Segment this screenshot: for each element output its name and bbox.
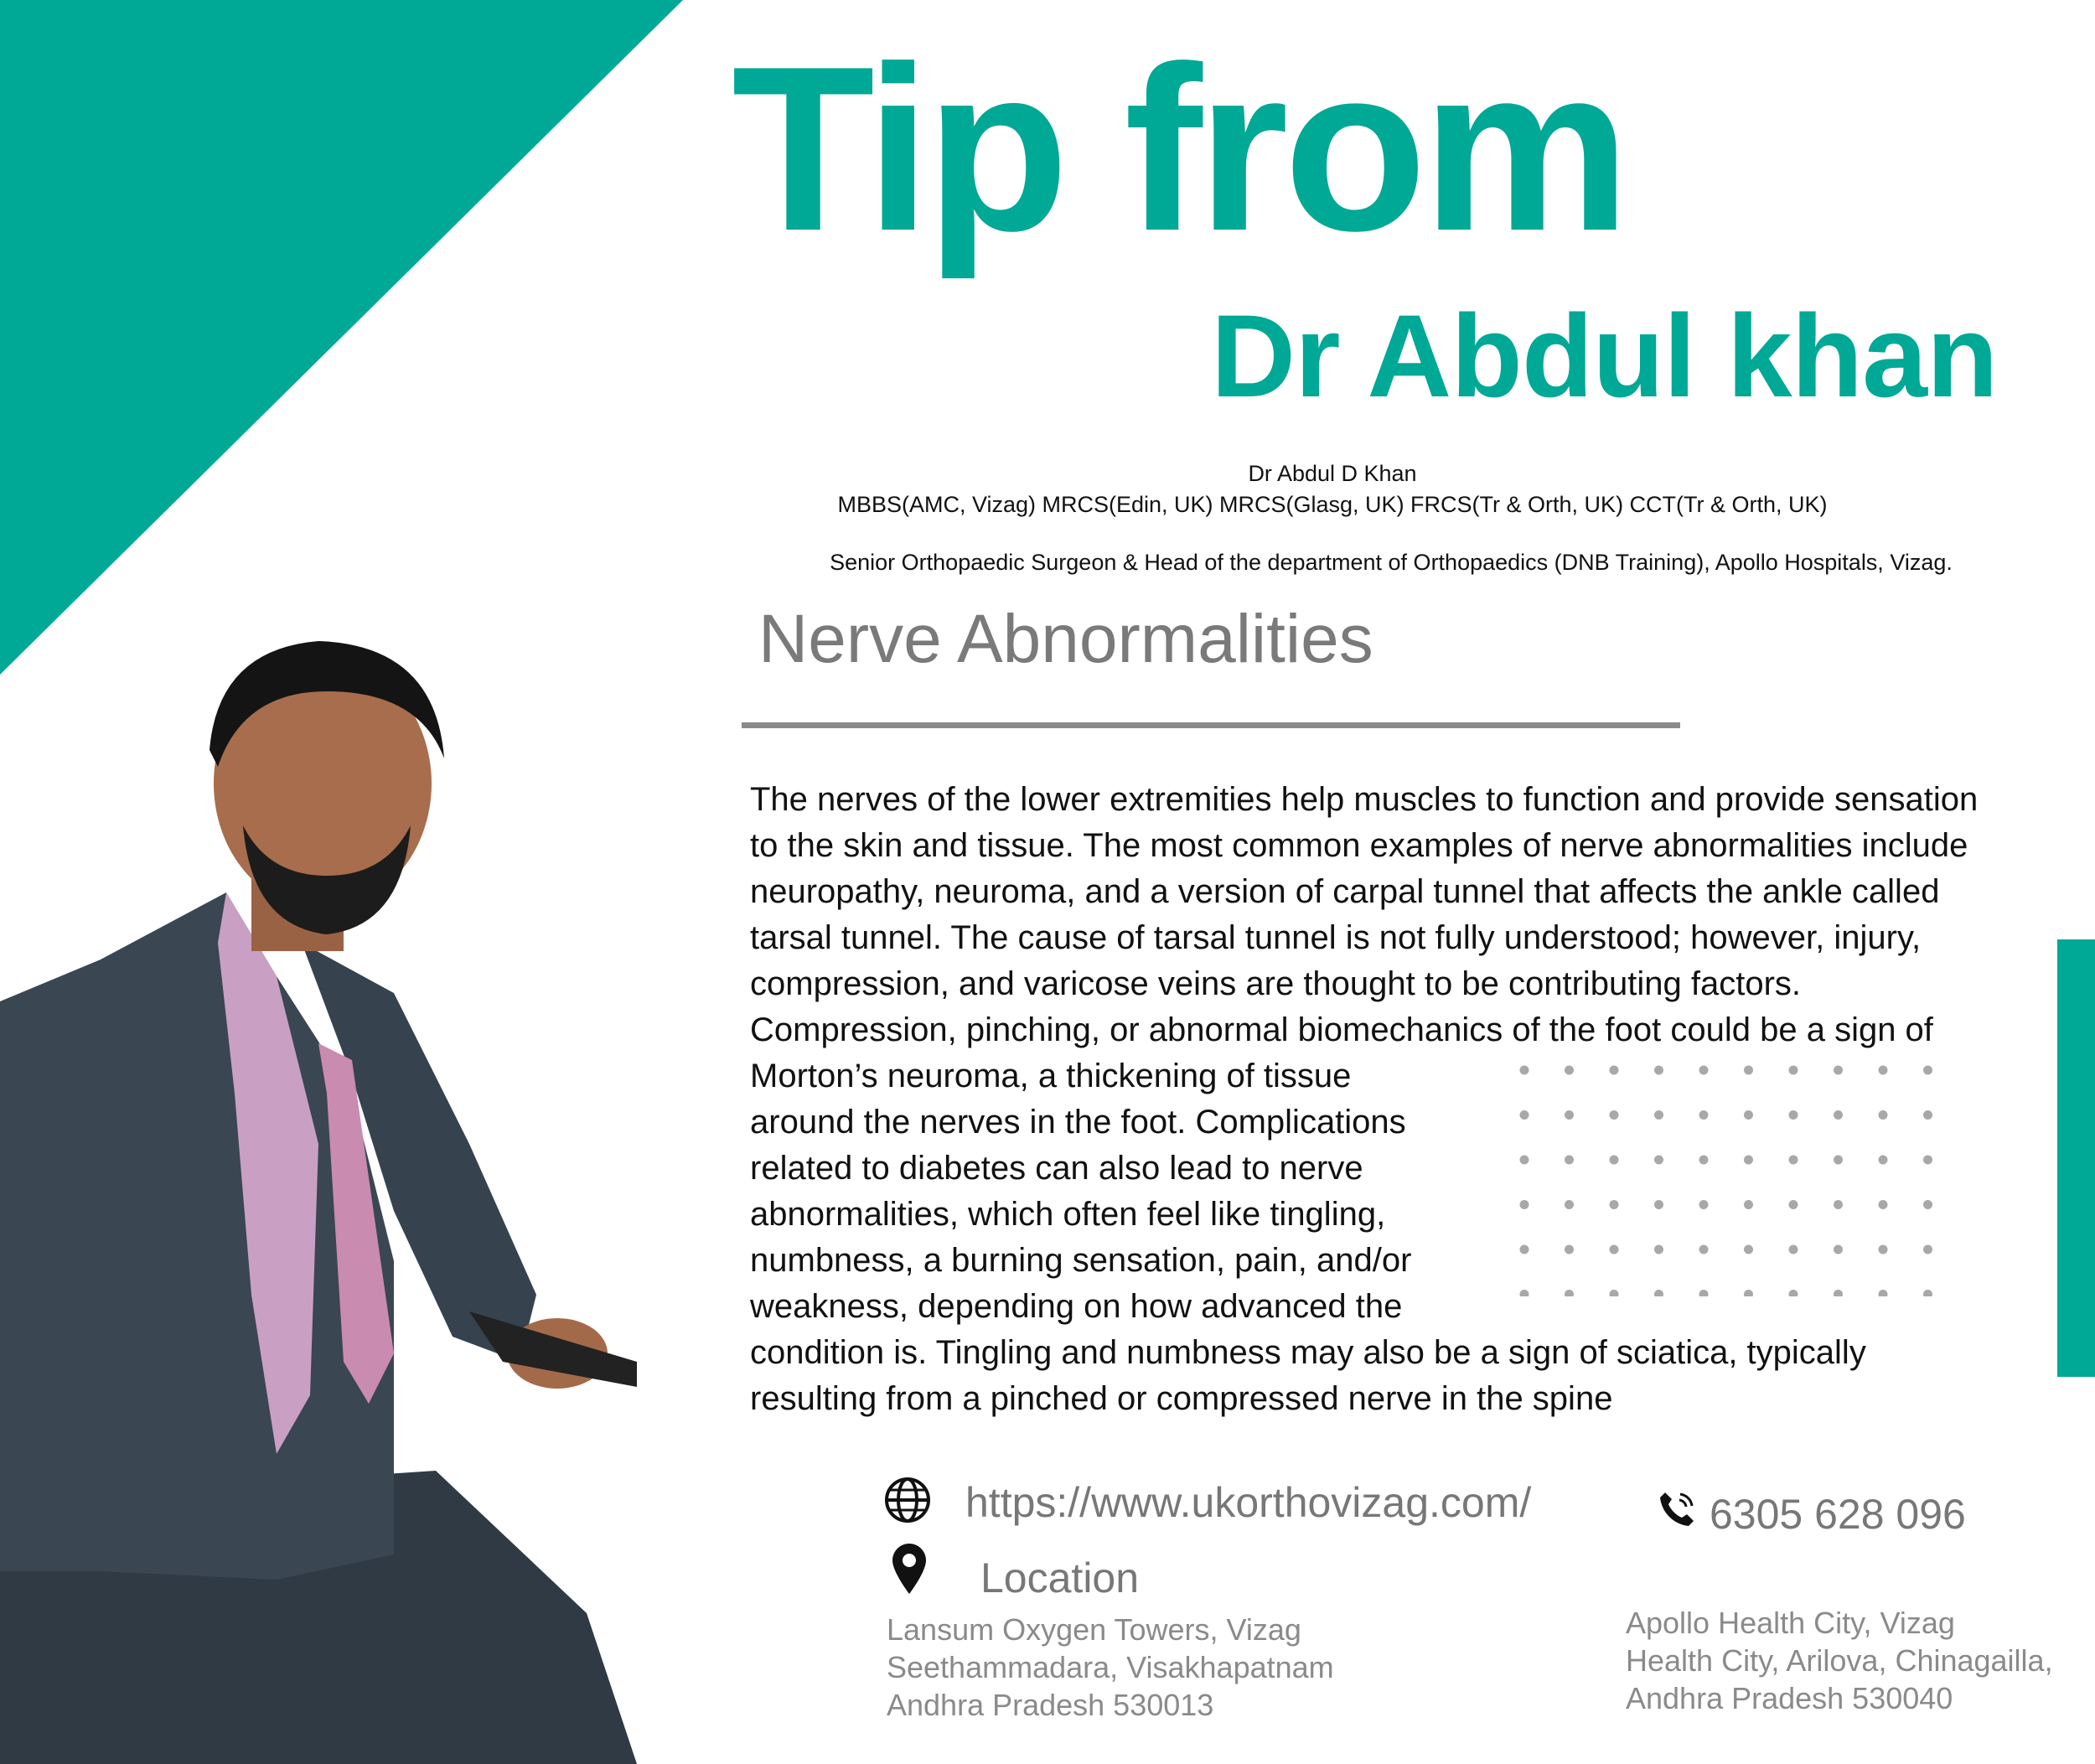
- decorative-dot: [1520, 1245, 1529, 1254]
- article-line: to the skin and tissue. The most common examples of nerve abnormalities include: [750, 827, 1968, 864]
- decorative-dot: [1610, 1110, 1619, 1120]
- decorative-dot: [1789, 1156, 1798, 1165]
- website-link[interactable]: https://www.ukorthovizag.com/: [965, 1479, 1532, 1526]
- article-line: Morton’s neuroma, a thickening of tissue: [750, 1058, 1352, 1094]
- decorative-dot: [1610, 1156, 1619, 1165]
- decorative-dot: [1879, 1245, 1888, 1254]
- map-pin-icon: [892, 1544, 926, 1594]
- doctor-photo: [0, 624, 779, 1764]
- decorative-dot: [1744, 1156, 1753, 1165]
- decorative-dot: [1744, 1200, 1753, 1209]
- decorative-dot: [1699, 1156, 1709, 1165]
- decorative-dot: [1744, 1290, 1753, 1296]
- decorative-dot: [1520, 1156, 1529, 1165]
- decorative-dot: [1610, 1245, 1619, 1254]
- article-line: resulting from a pinched or compressed nerve in the spine: [750, 1380, 1613, 1417]
- decorative-dot: [1923, 1200, 1932, 1209]
- decorative-dot: [1565, 1245, 1574, 1254]
- decorative-dot: [1565, 1110, 1574, 1120]
- decorative-dot: [1834, 1200, 1843, 1209]
- decorative-dot: [1744, 1110, 1753, 1120]
- article-line: around the nerves in the foot. Complications: [750, 1104, 1406, 1141]
- decorative-dot: [1789, 1200, 1798, 1209]
- address-line: Apollo Health City, Vizag: [1626, 1606, 1955, 1640]
- title-line-1: Tip from: [732, 18, 1626, 280]
- decorative-dot: [1879, 1200, 1888, 1209]
- decorative-dot: [1565, 1290, 1574, 1296]
- decorative-dot: [1520, 1066, 1529, 1075]
- decorative-dot: [1923, 1245, 1932, 1254]
- decorative-dot: [1879, 1290, 1888, 1296]
- address-line: Andhra Pradesh 530013: [887, 1688, 1214, 1722]
- article-line: condition is. Tingling and numbness may also be a sign of sciatica, typically: [750, 1334, 1866, 1371]
- decorative-dot: [1699, 1200, 1709, 1209]
- decorative-dot: [1789, 1245, 1798, 1254]
- decorative-dot: [1789, 1110, 1798, 1120]
- decorative-dot: [1744, 1245, 1753, 1254]
- decorative-dot: [1789, 1290, 1798, 1296]
- article-line: The nerves of the lower extremities help muscles to function and provide sensation: [750, 781, 1979, 818]
- decorative-dot: [1834, 1290, 1843, 1296]
- article-line: neuropathy, neuroma, and a version of carpal tunnel that affects the ankle called: [750, 873, 1940, 910]
- decorative-dot: [1744, 1066, 1753, 1075]
- decorative-dot: [1834, 1245, 1843, 1254]
- decorative-dot: [1520, 1110, 1529, 1120]
- decorative-dot: [1923, 1110, 1932, 1120]
- decorative-dot: [1879, 1110, 1888, 1120]
- address-line: Health City, Arilova, Chinagailla,: [1626, 1643, 2053, 1678]
- article-line: numbness, a burning sensation, pain, and/or: [750, 1242, 1412, 1279]
- decorative-dot: [1610, 1200, 1619, 1209]
- decorative-dot: [1879, 1066, 1888, 1075]
- phone-icon: [1657, 1489, 1697, 1529]
- decorative-dot: [1699, 1066, 1709, 1075]
- decorative-dot: [1520, 1200, 1529, 1209]
- decorative-dot: [1834, 1156, 1843, 1165]
- doctor-role: Senior Orthopaedic Surgeon & Head of the department of Orthopaedics (DNB Training), Apollo Hospitals, Vizag.: [830, 550, 1953, 575]
- article-line: compression, and varicose veins are thought to be contributing factors.: [750, 965, 1802, 1002]
- decorative-dot: [1610, 1066, 1619, 1075]
- address-line: Seethammadara, Visakhapatnam: [887, 1650, 1334, 1684]
- decorative-dot: [1654, 1156, 1663, 1165]
- phone-number[interactable]: 6305 628 096: [1710, 1491, 1966, 1538]
- decorative-dot: [1654, 1200, 1663, 1209]
- title-line-2: Dr Abdul khan: [1211, 290, 1998, 422]
- decorative-dot: [1834, 1066, 1843, 1075]
- heading-divider: [742, 722, 1680, 728]
- decorative-dot: [1789, 1066, 1798, 1075]
- decorative-dot: [1565, 1200, 1574, 1209]
- article-line: Compression, pinching, or abnormal biomechanics of the foot could be a sign of: [750, 1011, 1933, 1048]
- decorative-dot: [1654, 1066, 1663, 1075]
- decorative-dot: [1565, 1066, 1574, 1075]
- article-line: related to diabetes can also lead to nerve: [750, 1150, 1363, 1187]
- address-apollo: [1626, 1604, 2053, 1717]
- dot-grid-decoration: [1516, 1062, 1935, 1296]
- decorative-dot: [1654, 1245, 1663, 1254]
- decorative-dot: [1923, 1290, 1932, 1296]
- corner-accent-triangle: [0, 0, 683, 675]
- decorative-dot: [1699, 1245, 1709, 1254]
- location-label: Location: [980, 1554, 1140, 1601]
- decorative-dot: [1699, 1110, 1709, 1120]
- address-line: Andhra Pradesh 530040: [1626, 1681, 1953, 1715]
- decorative-dot: [1879, 1156, 1888, 1165]
- article-line: abnormalities, which often feel like tingling,: [750, 1196, 1386, 1233]
- article-heading: Nerve Abnormalities: [758, 601, 1373, 677]
- article-line: tarsal tunnel. The cause of tarsal tunnel is not fully understood; however, injury,: [750, 919, 1922, 956]
- article-line: weakness, depending on how advanced the: [750, 1288, 1403, 1325]
- decorative-dot: [1610, 1290, 1619, 1296]
- decorative-dot: [1699, 1290, 1709, 1296]
- globe-icon: [884, 1477, 931, 1523]
- decorative-dot: [1565, 1156, 1574, 1165]
- address-line: Lansum Oxygen Towers, Vizag: [887, 1612, 1301, 1647]
- doctor-qualifications: MBBS(AMC, Vizag) MRCS(Edin, UK) MRCS(Glasg, UK) FRCS(Tr & Orth, UK) CCT(Tr & Orth, UK): [837, 492, 1828, 517]
- decorative-dot: [1923, 1066, 1932, 1075]
- doctor-name: Dr Abdul D Khan: [1248, 461, 1417, 486]
- decorative-dot: [1834, 1110, 1843, 1120]
- decorative-dot: [1654, 1290, 1663, 1296]
- decorative-dot: [1654, 1110, 1663, 1120]
- decorative-dot: [1520, 1290, 1529, 1296]
- decorative-dot: [1923, 1156, 1932, 1165]
- address-lansum: [887, 1611, 1334, 1724]
